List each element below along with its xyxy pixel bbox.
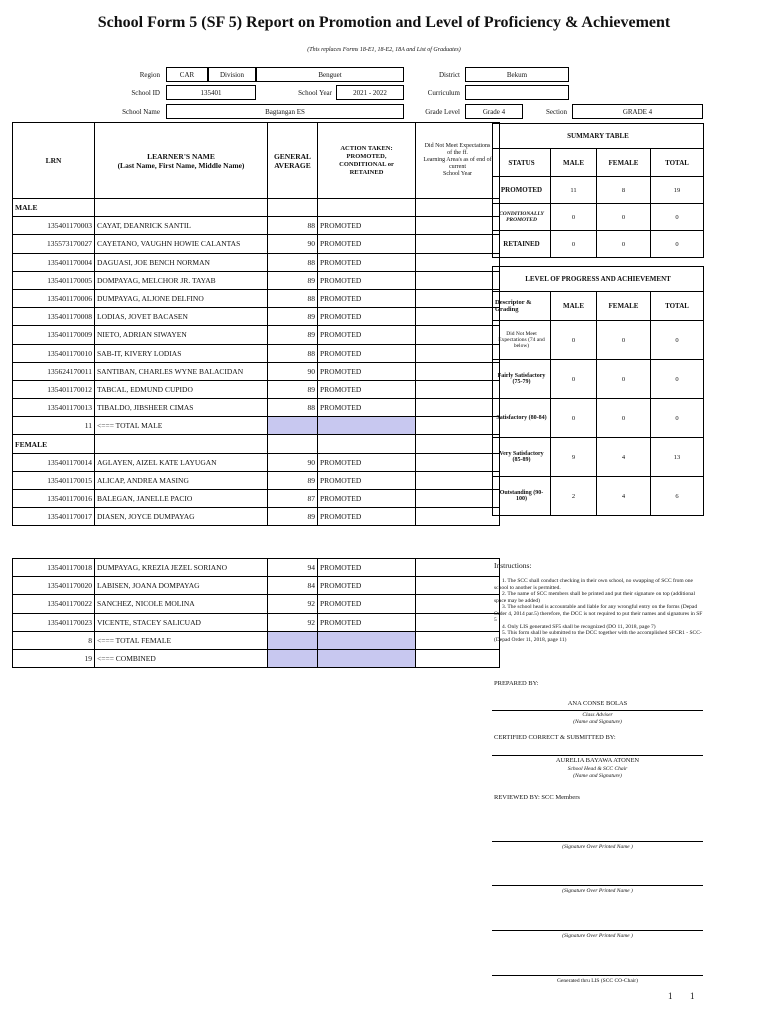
learner-name: CAYAT, DEANRICK SANTIL (95, 217, 268, 235)
learner-lrn: 135401170006 (13, 289, 95, 307)
total-female-row-count: 8 (13, 631, 95, 649)
page-total: 1 (690, 991, 695, 1001)
region-field (166, 67, 208, 82)
learner-lrn: 135401170013 (13, 399, 95, 417)
head-signature-line (492, 755, 703, 756)
table-row (13, 559, 500, 577)
section-row (13, 435, 500, 453)
school-id-label: School ID (131, 89, 160, 97)
page-title: School Form 5 (SF 5) Report on Promotion and Level of Proficiency & Achievement (97, 14, 671, 31)
progress-table-body (493, 321, 704, 516)
instruction-item: 5. This form shall be submitted to the DCC together with the accomplished SFCR1 - SCC- (Depad Order 11, 2018, page 11) (494, 630, 702, 643)
learner-lrn: 135401170003 (13, 217, 95, 235)
female-section-label: FEMALE (13, 435, 95, 453)
summary-male: 11 (551, 177, 597, 204)
school-id-value: 135401 (200, 89, 222, 97)
learner-general-average: 90 (268, 235, 318, 253)
learner-table-continued (12, 558, 500, 668)
progress-row (493, 321, 704, 360)
learner-table-header (13, 123, 500, 199)
grade-level-value: Grade 4 (482, 108, 506, 116)
learner-name: LABISEN, JOANA DOMPAYAG (95, 577, 268, 595)
learner-did-not-meet (416, 308, 500, 326)
combined-row (13, 649, 500, 667)
learner-table-continued-body (13, 559, 500, 668)
summary-table (492, 123, 704, 258)
scc-cochair-line (492, 975, 703, 976)
section-empty (318, 199, 416, 217)
summary-col-total: TOTAL (651, 149, 704, 177)
learner-lrn: 135401170023 (13, 613, 95, 631)
col-lrn: LRN (13, 123, 95, 199)
learner-name: NIETO, ADRIAN SIWAYEN (95, 326, 268, 344)
col-avg-line1: GENERAL (273, 151, 312, 161)
table-row (13, 217, 500, 235)
col-avg-line2: AVERAGE (274, 160, 311, 170)
learner-lrn: 135401170010 (13, 344, 95, 362)
progress-descriptor: Very Satisfactory (85-89) (493, 438, 551, 477)
learner-lrn: 135401170015 (13, 471, 95, 489)
learner-lrn: 135624170011 (13, 362, 95, 380)
progress-total: 0 (651, 321, 704, 360)
summary-row (493, 204, 704, 231)
school-year-value: 2021 - 2022 (353, 89, 387, 97)
progress-male: 0 (551, 399, 597, 438)
adviser-role: Class Adviser (582, 712, 613, 718)
learner-name: SANTIBAN, CHARLES WYNE BALACIDAN (95, 362, 268, 380)
table-row (13, 326, 500, 344)
col-action-taken (318, 123, 416, 199)
grade-level-label: Grade Level (425, 108, 460, 116)
learner-action-taken: PROMOTED (318, 490, 416, 508)
progress-female: 0 (597, 399, 651, 438)
learner-general-average: 89 (268, 308, 318, 326)
col-action-line3: CONDITIONAL or (339, 160, 394, 168)
learner-table (12, 122, 500, 526)
instruction-item: 1. The SCC shall conduct checking in their own school, no swapping of SCC from one school to another is permitted. (494, 578, 694, 591)
summary-female: 0 (597, 204, 651, 231)
learner-general-average: 89 (268, 508, 318, 526)
scc-member-2-line (492, 885, 703, 886)
col-dnm-line3: Learning Area/s as of end of (423, 157, 492, 163)
summary-row (493, 231, 704, 258)
learner-did-not-meet (416, 453, 500, 471)
learner-lrn: 135573170027 (13, 235, 95, 253)
summary-row (493, 177, 704, 204)
combined-row-count: 19 (13, 649, 95, 667)
summary-col-male: MALE (551, 149, 597, 177)
prepared-by-label: PREPARED BY: (494, 680, 539, 687)
learner-general-average: 88 (268, 217, 318, 235)
learner-name: TIBALDO, JIBSHEER CIMAS (95, 399, 268, 417)
learner-general-average: 90 (268, 453, 318, 471)
instructions-title: Instructions: (494, 561, 532, 570)
table-row (13, 595, 500, 613)
total-female-row-action (318, 631, 416, 649)
learner-did-not-meet (416, 613, 500, 631)
scc-member-3-caption: (Signature Over Printed Name ) (562, 933, 633, 939)
table-row (13, 253, 500, 271)
learner-name: SAB-IT, KIVERY LODIAS (95, 344, 268, 362)
learner-did-not-meet (416, 217, 500, 235)
learner-name: ALICAP, ANDREA MASING (95, 471, 268, 489)
total-male-row-avg (268, 417, 318, 435)
col-name-line1: LEARNER'S NAME (147, 151, 215, 161)
learner-general-average: 88 (268, 344, 318, 362)
curriculum-field (465, 85, 569, 100)
division-field (256, 67, 404, 82)
learner-general-average: 87 (268, 490, 318, 508)
col-action-line1: ACTION TAKEN: (340, 144, 393, 152)
learner-name: LODIAS, JOVET BACASEN (95, 308, 268, 326)
progress-male: 0 (551, 321, 597, 360)
table-row (13, 613, 500, 631)
scc-member-3-line (492, 930, 703, 931)
head-name: AURELIA BAYAWA ATONEN (555, 757, 640, 764)
learner-general-average: 84 (268, 577, 318, 595)
progress-table (492, 266, 704, 516)
total-female-row-avg (268, 631, 318, 649)
learner-did-not-meet (416, 508, 500, 526)
learner-action-taken: PROMOTED (318, 362, 416, 380)
progress-col-male: MALE (551, 292, 597, 321)
progress-female: 4 (597, 438, 651, 477)
summary-table-body (493, 177, 704, 258)
summary-male: 0 (551, 204, 597, 231)
division-value: Benguet (318, 71, 342, 79)
total-male-row-label: <=== TOTAL MALE (95, 417, 268, 435)
total-male-row (13, 417, 500, 435)
combined-row-label: <=== COMBINED (95, 649, 268, 667)
col-learner-name (95, 123, 268, 199)
summary-title: SUMMARY TABLE (493, 124, 704, 149)
division-label-cell (208, 67, 256, 82)
table-row (13, 508, 500, 526)
district-label: District (439, 71, 460, 79)
school-year-field (336, 85, 404, 100)
summary-total: 0 (651, 204, 704, 231)
section-empty (318, 435, 416, 453)
learner-action-taken: PROMOTED (318, 235, 416, 253)
total-male-row-count: 11 (13, 417, 95, 435)
progress-female: 0 (597, 360, 651, 399)
progress-col-female: FEMALE (597, 292, 651, 321)
certified-label: CERTIFIED CORRECT & SUBMITTED BY: (494, 734, 616, 741)
col-dnm-line4: current (449, 164, 466, 170)
learner-did-not-meet (416, 344, 500, 362)
learner-action-taken: PROMOTED (318, 577, 416, 595)
summary-status: PROMOTED (493, 177, 551, 204)
region-label: Region (139, 71, 160, 79)
learner-name: DAGUASI, JOE BENCH NORMAN (95, 253, 268, 271)
combined-row-action (318, 649, 416, 667)
progress-female: 4 (597, 477, 651, 516)
table-row (13, 308, 500, 326)
col-did-not-meet (416, 123, 500, 199)
learner-general-average: 88 (268, 289, 318, 307)
school-name-field (166, 104, 404, 119)
section-empty (268, 435, 318, 453)
table-row (13, 380, 500, 398)
learner-name: TABCAL, EDMUND CUPIDO (95, 380, 268, 398)
table-row (13, 362, 500, 380)
learner-general-average: 88 (268, 399, 318, 417)
adviser-signature-line (492, 710, 703, 711)
learner-general-average: 89 (268, 380, 318, 398)
learner-action-taken: PROMOTED (318, 308, 416, 326)
learner-name: SANCHEZ, NICOLE MOLINA (95, 595, 268, 613)
progress-row (493, 360, 704, 399)
instruction-item: 4. Only LIS generated SF5 shall be recognized (DO 11, 2018, page 7) (502, 623, 656, 630)
learner-did-not-meet (416, 559, 500, 577)
progress-total: 0 (651, 399, 704, 438)
progress-descriptor: Outstanding (90-100) (493, 477, 551, 516)
learner-action-taken: PROMOTED (318, 326, 416, 344)
section-empty (268, 199, 318, 217)
total-male-row-blank (416, 417, 500, 435)
district-field (465, 67, 569, 82)
progress-col-total: TOTAL (651, 292, 704, 321)
progress-male: 2 (551, 477, 597, 516)
learner-action-taken: PROMOTED (318, 380, 416, 398)
learner-did-not-meet (416, 289, 500, 307)
school-name-value: Bagtangan ES (265, 108, 305, 116)
grade-level-field (465, 104, 523, 119)
table-row (13, 399, 500, 417)
learner-action-taken: PROMOTED (318, 559, 416, 577)
learner-lrn: 135401170016 (13, 490, 95, 508)
learner-did-not-meet (416, 326, 500, 344)
progress-descriptor: Fairly Satisfactory (75-79) (493, 360, 551, 399)
progress-female: 0 (597, 321, 651, 360)
section-empty (416, 435, 500, 453)
scc-member-1-line (492, 841, 703, 842)
school-name-label: School Name (122, 108, 160, 116)
learner-did-not-meet (416, 595, 500, 613)
col-action-line2: PROMOTED, (346, 152, 387, 160)
learner-lrn: 135401170004 (13, 253, 95, 271)
summary-female: 0 (597, 231, 651, 258)
learner-lrn: 135401170018 (13, 559, 95, 577)
combined-row-blank (416, 649, 500, 667)
col-dnm-line2: of the ff. (447, 150, 468, 156)
learner-lrn: 135401170014 (13, 453, 95, 471)
learner-did-not-meet (416, 235, 500, 253)
table-row (13, 271, 500, 289)
learner-general-average: 90 (268, 362, 318, 380)
learner-name: DUMPAYAG, ALJONE DELFINO (95, 289, 268, 307)
section-value: GRADE 4 (622, 108, 653, 116)
table-row (13, 289, 500, 307)
summary-col-female: FEMALE (597, 149, 651, 177)
combined-row-avg (268, 649, 318, 667)
table-row (13, 453, 500, 471)
section-label: Section (546, 108, 567, 116)
summary-total: 0 (651, 231, 704, 258)
progress-row (493, 399, 704, 438)
learner-general-average: 94 (268, 559, 318, 577)
progress-male: 0 (551, 360, 597, 399)
total-male-row-action (318, 417, 416, 435)
progress-row (493, 438, 704, 477)
summary-status: RETAINED (493, 231, 551, 258)
col-general-average (268, 123, 318, 199)
page-number: 1 (668, 991, 673, 1001)
section-field (572, 104, 703, 119)
learner-name: DOMPAYAG, MELCHOR JR. TAYAB (95, 271, 268, 289)
col-name-line2: (Last Name, First Name, Middle Name) (117, 160, 245, 170)
instruction-item: 2. The name of SCC members shall be printed and put their signature on top (additional space may be added) (494, 591, 695, 604)
learner-action-taken: PROMOTED (318, 453, 416, 471)
curriculum-label: Curriculum (427, 89, 460, 97)
adviser-name-sig-caption: (Name and Signature) (573, 719, 622, 725)
scc-member-2-caption: (Signature Over Printed Name ) (562, 888, 633, 894)
summary-male: 0 (551, 231, 597, 258)
learner-did-not-meet (416, 380, 500, 398)
learner-lrn: 135401170009 (13, 326, 95, 344)
learner-lrn: 135401170020 (13, 577, 95, 595)
learner-general-average: 89 (268, 471, 318, 489)
progress-title: LEVEL OF PROGRESS AND ACHIEVEMENT (493, 267, 704, 292)
district-value: Bekum (506, 71, 528, 79)
region-value: CAR (179, 71, 195, 79)
progress-descriptor: Did Not Meet Expectations (74 and below) (493, 321, 551, 360)
learner-lrn: 135401170017 (13, 508, 95, 526)
learner-did-not-meet (416, 577, 500, 595)
head-role: School Head & SCC Chair (567, 766, 628, 772)
progress-col-descriptor: Descriptor & Grading (493, 292, 551, 321)
table-row (13, 235, 500, 253)
generated-caption: Generated thru LIS (SCC CO-Chair) (557, 978, 638, 984)
progress-row (493, 477, 704, 516)
learner-did-not-meet (416, 490, 500, 508)
learner-general-average: 89 (268, 326, 318, 344)
progress-total: 0 (651, 360, 704, 399)
learner-name: VICENTE, STACEY SALICUAD (95, 613, 268, 631)
learner-action-taken: PROMOTED (318, 595, 416, 613)
instruction-item: 3. The school head is accountable and liable for any wrongful entry on the forms (Depad Order 4, 2014 par.5) therefore, the DCC is not required to put their names and signatures in SF 5 (494, 604, 703, 623)
learner-did-not-meet (416, 399, 500, 417)
male-section-label: MALE (13, 199, 95, 217)
progress-male: 9 (551, 438, 597, 477)
learner-did-not-meet (416, 471, 500, 489)
division-label: Division (219, 71, 245, 79)
progress-total: 6 (651, 477, 704, 516)
learner-lrn: 135401170012 (13, 380, 95, 398)
section-row (13, 199, 500, 217)
learner-name: BALEGAN, JANELLE PACIO (95, 490, 268, 508)
section-empty (416, 199, 500, 217)
learner-action-taken: PROMOTED (318, 508, 416, 526)
learner-action-taken: PROMOTED (318, 399, 416, 417)
learner-general-average: 88 (268, 253, 318, 271)
head-name-sig-caption: (Name and Signature) (573, 773, 622, 779)
total-female-row-blank (416, 631, 500, 649)
total-female-row (13, 631, 500, 649)
learner-name: DUMPAYAG, KREZIA JEZEL SORIANO (95, 559, 268, 577)
learner-general-average: 89 (268, 271, 318, 289)
summary-total: 19 (651, 177, 704, 204)
section-empty (95, 199, 268, 217)
table-row (13, 471, 500, 489)
learner-lrn: 135401170008 (13, 308, 95, 326)
summary-status: CONDITIONALLY PROMOTED (493, 204, 551, 231)
page-subtitle: (This replaces Forms 18-E1, 18-E2, 18A and List of Graduates) (307, 47, 461, 53)
adviser-name: ANA CONSE BOLAS (567, 700, 628, 707)
learner-name: CAYETANO, VAUGHN HOWIE CALANTAS (95, 235, 268, 253)
school-id-field (166, 85, 256, 100)
learner-action-taken: PROMOTED (318, 217, 416, 235)
total-female-row-label: <=== TOTAL FEMALE (95, 631, 268, 649)
learner-name: DIASEN, JOYCE DUMPAYAG (95, 508, 268, 526)
learner-did-not-meet (416, 362, 500, 380)
progress-descriptor: Satisfactory (80-84) (493, 399, 551, 438)
table-row (13, 344, 500, 362)
learner-general-average: 92 (268, 613, 318, 631)
learner-lrn: 135401170005 (13, 271, 95, 289)
scc-member-1-caption: (Signature Over Printed Name ) (562, 844, 633, 850)
col-dnm-line1: Did Not Meet Expectations (424, 143, 491, 149)
learner-action-taken: PROMOTED (318, 289, 416, 307)
col-dnm-line5: School Year (442, 171, 472, 177)
summary-female: 8 (597, 177, 651, 204)
learner-action-taken: PROMOTED (318, 471, 416, 489)
learner-action-taken: PROMOTED (318, 613, 416, 631)
school-year-label: School Year (298, 89, 332, 97)
section-empty (95, 435, 268, 453)
reviewed-label: REVIEWED BY: SCC Members (494, 794, 580, 801)
learner-action-taken: PROMOTED (318, 344, 416, 362)
progress-total: 13 (651, 438, 704, 477)
learner-name: AGLAYEN, AIZEL KATE LAYUGAN (95, 453, 268, 471)
col-action-line4: RETAINED (349, 168, 384, 176)
table-row (13, 490, 500, 508)
summary-col-status: STATUS (493, 149, 551, 177)
learner-did-not-meet (416, 253, 500, 271)
learner-action-taken: PROMOTED (318, 253, 416, 271)
learner-did-not-meet (416, 271, 500, 289)
learner-general-average: 92 (268, 595, 318, 613)
learner-action-taken: PROMOTED (318, 271, 416, 289)
learner-table-body (13, 199, 500, 526)
learner-lrn: 135401170022 (13, 595, 95, 613)
instructions-list (494, 578, 704, 643)
table-row (13, 577, 500, 595)
